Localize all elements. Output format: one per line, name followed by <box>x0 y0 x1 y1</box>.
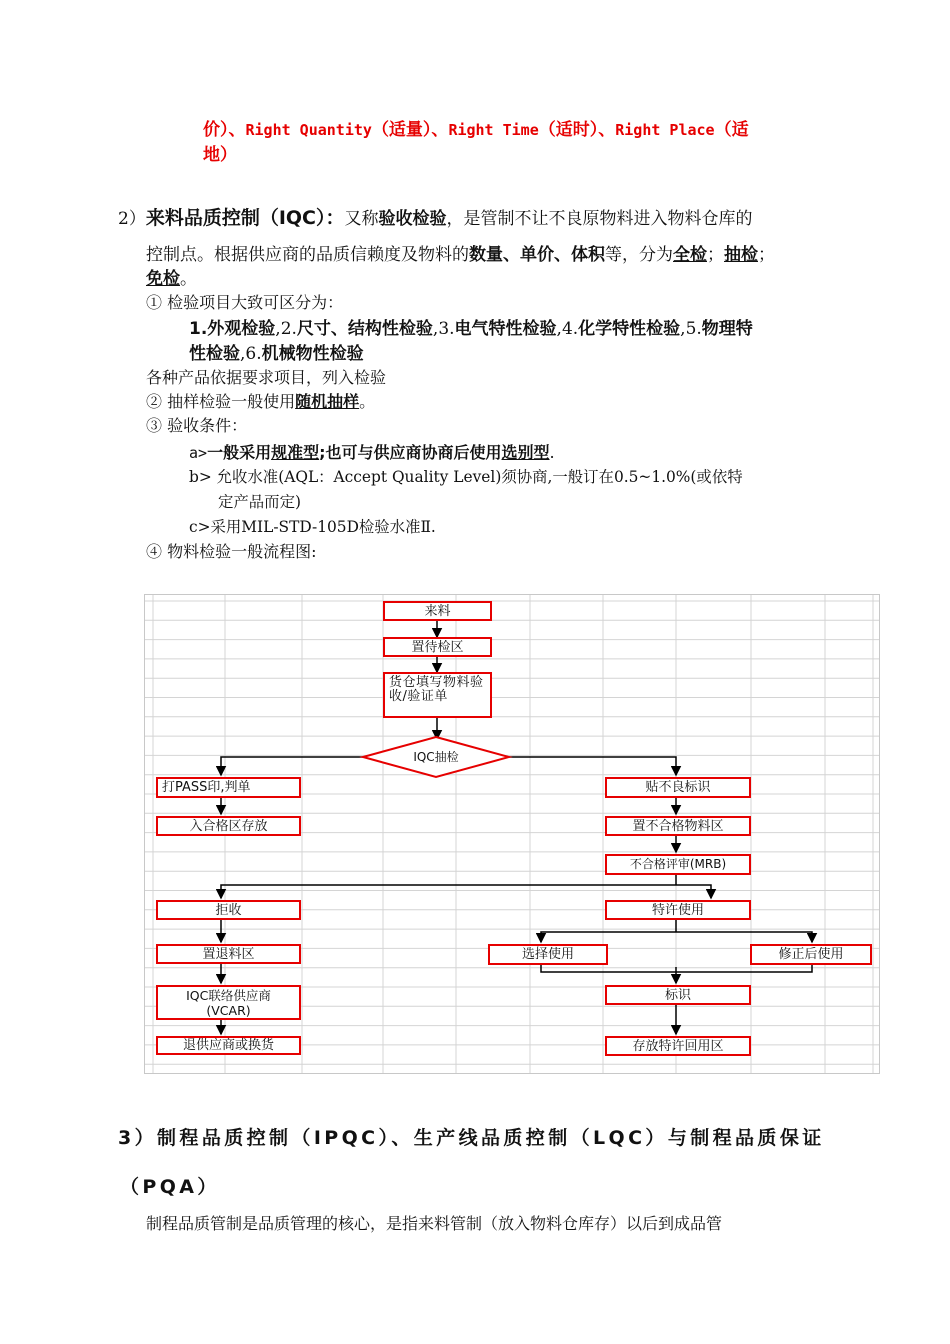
section3-title-line2: （PQA） <box>120 1176 220 1198</box>
list-dimension: 尺寸、结构性检验 <box>296 319 433 339</box>
list-sep-5: ,5. <box>680 319 702 339</box>
box-vcar: IQC联络供应商 (VCAR) <box>156 985 301 1020</box>
products-line: 各种产品依据要求项目，列入检验 <box>146 368 387 387</box>
decision-label: IQC抽检 <box>413 750 459 764</box>
line2-g: ； <box>758 245 775 265</box>
item1: ① 检验项目大致可区分为： <box>146 293 344 312</box>
text-right-quantity: Right Quantity <box>245 121 372 139</box>
list-electrical: 电气特性检验 <box>454 319 557 339</box>
box-return-area: 置退料区 <box>156 944 301 964</box>
box-warehouse-form: 货仓填写物料验收/验证单 <box>383 672 492 718</box>
box-fix-use: 修正后使用 <box>750 944 872 965</box>
cond-a-1: 一般采用 <box>207 443 272 462</box>
box-reject: 拒收 <box>156 900 301 920</box>
box-pass-stamp: 打PASS印,判单 <box>156 777 301 798</box>
red-line-2: 地） <box>203 145 237 165</box>
section2-line3 <box>146 264 197 289</box>
cond-a-selection: 选别型 <box>501 443 550 462</box>
section2-heading <box>118 203 753 230</box>
box-incoming: 来料 <box>383 601 492 621</box>
list-sep-6: ,6. <box>240 344 262 364</box>
condition-b-line1: b> 允收水准(AQL：Accept Quality Level)须协商,一般订在0.5~1.0%(或依特 <box>189 468 743 486</box>
section3-title-line1: 3）制程品质控制（IPQC）、生产线品质控制（LQC）与制程品质保证 <box>118 1127 825 1149</box>
line2-e: ； <box>707 245 724 265</box>
item4: ④ 物料检验一般流程图: <box>146 542 317 561</box>
condition-c: c>采用MIL-STD-105D检验水准Ⅱ. <box>189 518 436 536</box>
list-line2 <box>189 339 364 364</box>
iqc-flowchart <box>144 594 880 1074</box>
box-return-supplier: 退供应商或换货 <box>156 1036 301 1055</box>
list-sep-3: ,3. <box>432 319 455 339</box>
intro-acceptance: 验收检验 <box>378 209 447 229</box>
line2-qty-price-volume: 数量、单价、体积 <box>469 245 605 265</box>
box-ng-area: 置不合格物料区 <box>605 816 751 836</box>
box-defect-label: 贴不良标识 <box>605 777 751 798</box>
list-sep-4: ,4. <box>556 319 579 339</box>
intro-text-a: 又称 <box>344 209 379 229</box>
cond-a-standard: 规准型 <box>271 443 320 462</box>
text-price-end: 价）、 <box>203 120 246 140</box>
condition-a <box>189 440 555 463</box>
text-quantity-cn: （适量）、 <box>371 120 449 140</box>
list-physical-b: 性检验 <box>189 344 240 364</box>
section2-title: 来料品质控制（IQC）： <box>145 207 345 229</box>
list-line1 <box>189 314 753 339</box>
item2-random-sampling: 随机抽样 <box>295 392 360 411</box>
cond-a-end: . <box>549 443 555 462</box>
text-place-cn: （适 <box>714 120 749 140</box>
line3-exempt: 免检 <box>146 269 180 289</box>
line2-c: 等，分为 <box>605 245 673 265</box>
box-identify: 标识 <box>605 985 751 1005</box>
section2-number: 2） <box>118 209 146 229</box>
box-store-concession: 存放特许回用区 <box>605 1036 751 1056</box>
text-right-place: Right Place <box>615 121 715 139</box>
box-waiting-area: 置待检区 <box>383 637 492 657</box>
cond-a-3: ;也可与供应商协商后使用 <box>319 443 502 462</box>
list-physical-a: 物理特 <box>701 319 753 339</box>
item2 <box>146 389 375 412</box>
condition-b-line2: 定产品而定) <box>218 493 301 511</box>
item3: ③ 验收条件： <box>146 416 248 435</box>
section3-body: 制程品质管制是品质管理的核心，是指来料管制（放入物料仓库存）以后到成品管 <box>146 1214 723 1233</box>
box-select-use: 选择使用 <box>488 944 608 965</box>
intro-text-c: ，是管制不让不良原物料进入物料仓库的 <box>446 209 753 229</box>
list-appearance: 1.外观检验 <box>189 319 276 339</box>
list-sep-2: ,2. <box>275 319 297 339</box>
text-time-cn: （适时）、 <box>538 120 616 140</box>
line2-full-inspection: 全检 <box>673 245 707 265</box>
item2-c: 。 <box>359 392 376 411</box>
cond-a-prefix: a> <box>189 444 208 462</box>
red-line-1 <box>203 115 749 140</box>
section2-line2 <box>146 240 775 265</box>
line2-a: 控制点。根据供应商的品质信赖度及物料的 <box>146 245 469 265</box>
box-mrb: 不合格评审(MRB) <box>605 854 751 875</box>
box-concession: 特许使用 <box>605 900 751 920</box>
item2-a: ② 抽样检验一般使用 <box>146 392 296 411</box>
text-right-time: Right Time <box>448 121 539 139</box>
line2-sampling: 抽检 <box>724 245 758 265</box>
line3-b: 。 <box>180 269 197 289</box>
list-chemical: 化学特性检验 <box>578 319 681 339</box>
box-store-ok: 入合格区存放 <box>156 816 301 836</box>
list-mechanical: 机械物性检验 <box>261 344 364 364</box>
